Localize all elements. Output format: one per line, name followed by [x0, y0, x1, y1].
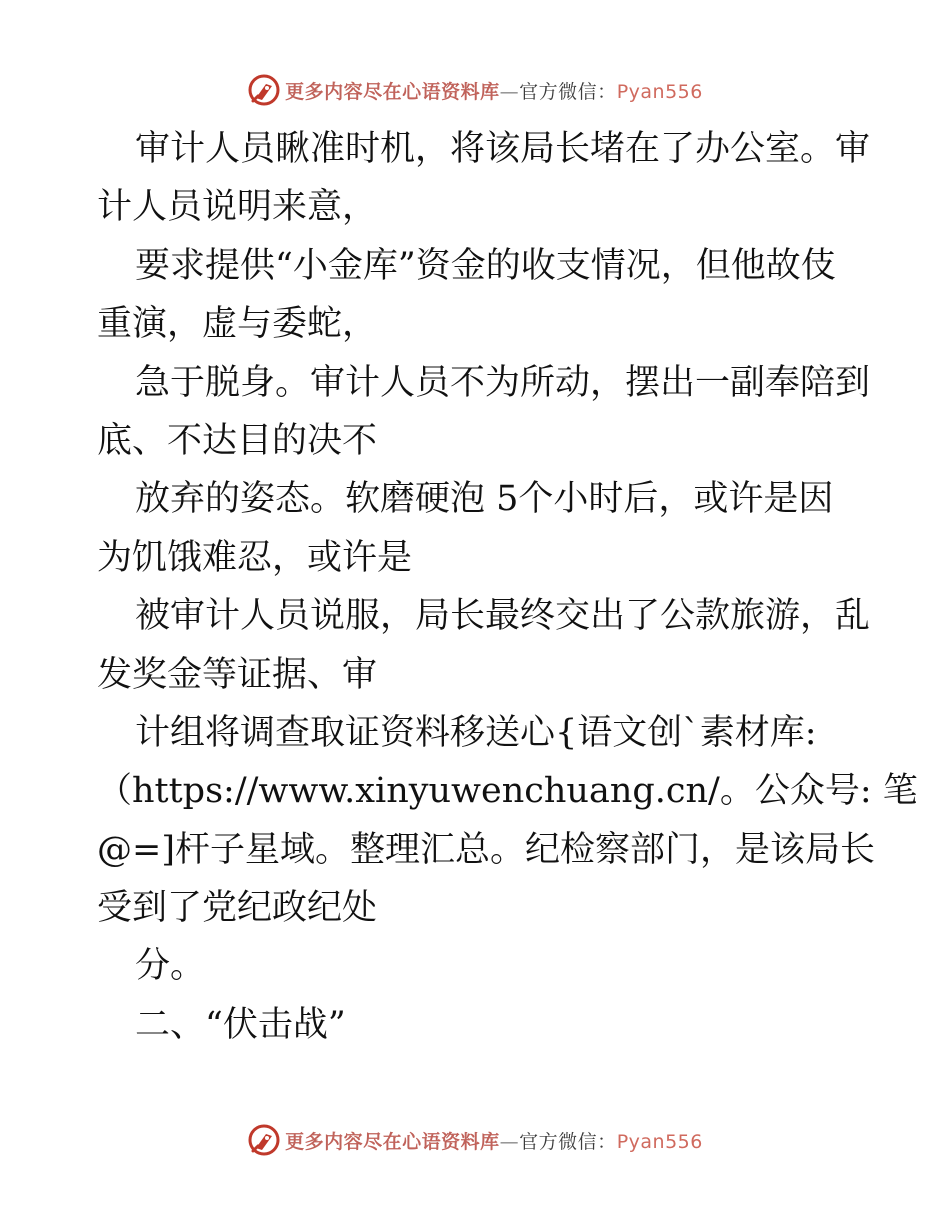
- text-line: 为饥饿难忍，或许是: [97, 537, 413, 578]
- text-line: 重演，虚与委蛇，: [97, 304, 378, 345]
- watermark-official-label: 官方微信：: [519, 1130, 617, 1153]
- watermark-main-text: 更多内容尽在心语资料库: [285, 1130, 500, 1153]
- section-heading: 二、“伏击战”: [135, 1004, 346, 1045]
- document-body: [97, 120, 918, 1054]
- footer-watermark: [0, 1120, 950, 1160]
- text-line: 要求提供“小金库”资金的收支情况，但他故伎: [135, 245, 836, 286]
- watermark-dash: —: [499, 80, 520, 103]
- text-line: （https://www.xinyuwenchuang.cn/。公众号: 笔: [97, 771, 918, 812]
- text-line: 被审计人员说服，局长最终交出了公款旅游，乱: [135, 596, 871, 637]
- text-line: @=]杆子星域。整理汇总。纪检察部门，是该局长: [97, 829, 875, 870]
- text-line: 审计人员瞅准时机，将该局长堵在了办公室。审: [135, 129, 871, 169]
- pen-nib-logo-icon: [247, 73, 281, 107]
- watermark-main-text: 更多内容尽在心语资料库: [285, 80, 500, 103]
- watermark-official-label: 官方微信：: [519, 80, 617, 103]
- text-line: 分。: [135, 946, 206, 987]
- text-line: 发奖金等证据、审: [97, 654, 378, 695]
- text-line: 计人员说明来意，: [97, 187, 378, 228]
- text-line: 底、不达目的决不: [97, 420, 378, 461]
- watermark-wechat-id: Pyan556: [616, 80, 703, 103]
- watermark-dash: —: [499, 1130, 520, 1153]
- text-line: 急于脱身。审计人员不为所动，摆出一副奉陪到: [135, 362, 871, 403]
- pen-nib-logo-icon: [247, 1123, 281, 1157]
- text-line: 受到了党纪政纪处: [97, 888, 378, 929]
- text-line: 计组将调查取证资料移送心{语文创`素材库:: [135, 712, 817, 753]
- watermark-wechat-id: Pyan556: [616, 1130, 703, 1153]
- text-line: 放弃的姿态。软磨硬泡 5个小时后，或许是因: [135, 479, 834, 520]
- header-watermark: [0, 70, 950, 110]
